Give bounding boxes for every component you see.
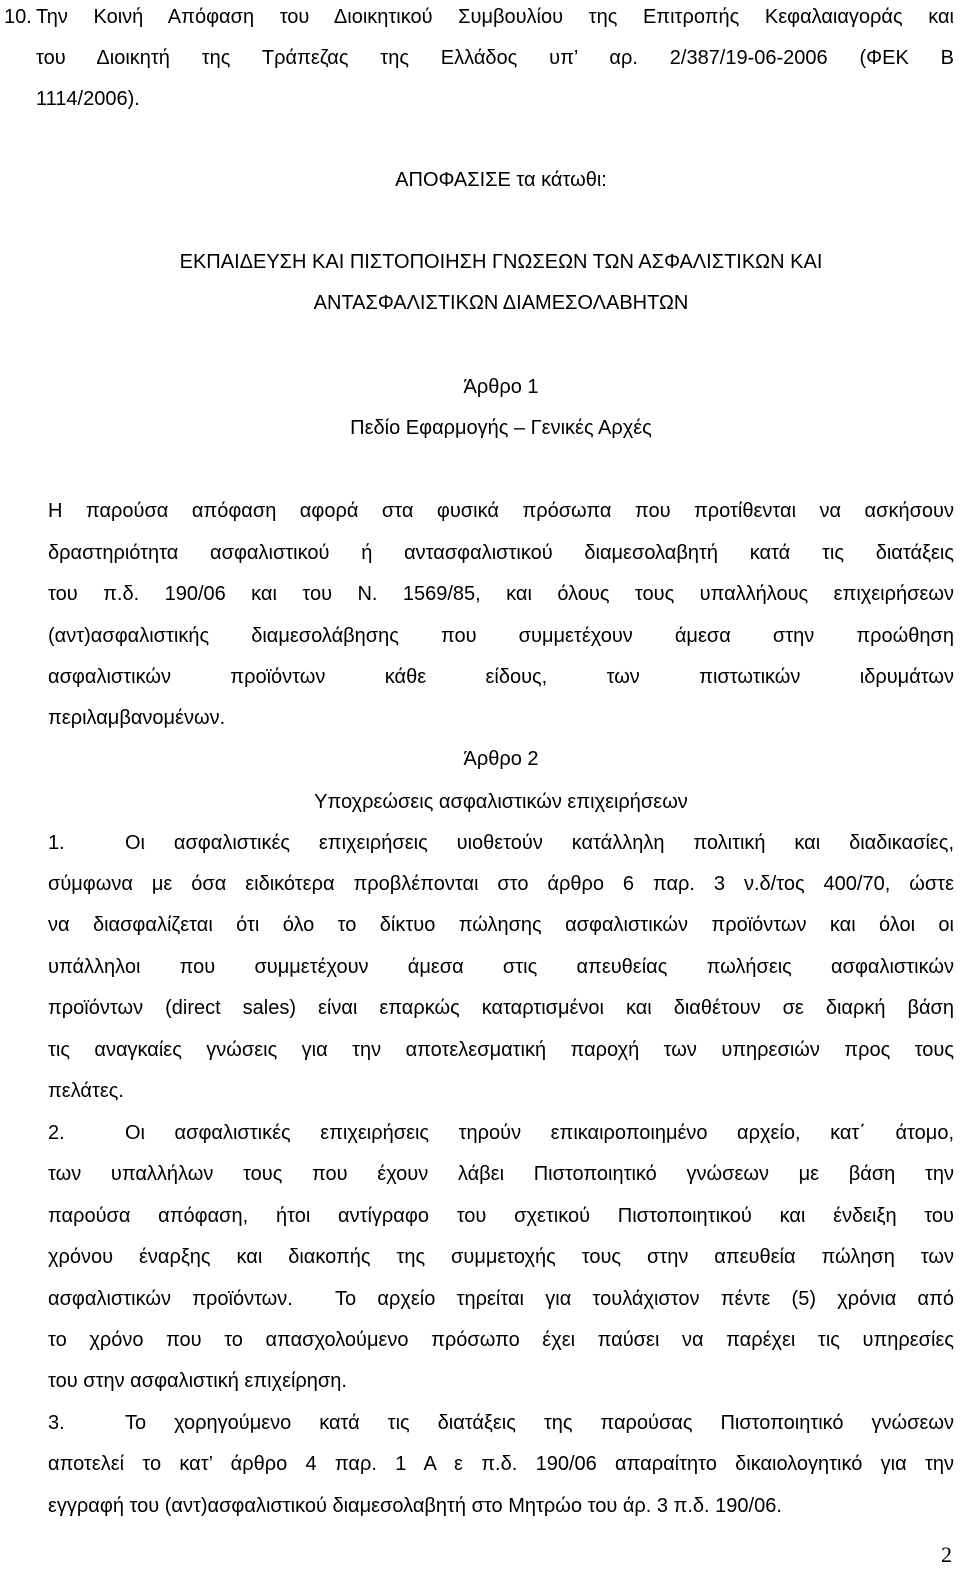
- item-2-line: χρόνου έναρξης και διακοπής της συμμετοχής τους στην απευθεία πώληση των: [48, 1246, 954, 1268]
- article-1-line: περιλαμβανομένων.: [48, 707, 226, 729]
- item-1-line: τις αναγκαίες γνώσεις για την αποτελεσματική παροχή των υπηρεσιών προς τους: [48, 1039, 954, 1061]
- article-2-subtitle: Υποχρεώσεις ασφαλιστικών επιχειρήσεων: [314, 791, 688, 813]
- item-1-line: σύμφωνα με όσα ειδικότερα προβλέπονται στο άρθρο 6 παρ. 3 ν.δ/τος 400/70, ώστε: [48, 873, 954, 895]
- article-2-title: Άρθρο 2: [463, 748, 539, 770]
- item-1-line: να διασφαλίζεται ότι όλο το δίκτυο πώλησης ασφαλιστικών προϊόντων και όλοι οι: [48, 914, 954, 936]
- article-1-line: (αντ)ασφαλιστικής διαμεσολάβησης που συμμετέχουν άμεσα στην προώθηση: [48, 625, 954, 647]
- main-heading-line-2: ΑΝΤΑΣΦΑΛΙΣΤΙΚΩΝ ΔΙΑΜΕΣΟΛΑΒΗΤΩΝ: [313, 292, 689, 314]
- article-1-line: του π.δ. 190/06 και του Ν. 1569/85, και όλους τους υπαλλήλους επιχειρήσεων: [48, 583, 954, 605]
- article-1-title: Άρθρο 1: [463, 376, 539, 398]
- item-2-line: παρούσα απόφαση, ήτοι αντίγραφο του σχετικού Πιστοποιητικού και ένδειξη του: [48, 1205, 954, 1227]
- item-2-line: των υπαλλήλων τους που έχουν λάβει Πιστοποιητικό γνώσεων με βάση την: [48, 1163, 954, 1185]
- intro-line-2: του Διοικητή της Τράπεζας της Ελλάδος υπ’ αρ. 2/387/19-06-2006 (ΦΕΚ Β: [36, 47, 954, 69]
- item-1-line: πελάτες.: [48, 1080, 124, 1102]
- intro-line-1: Την Κοινή Απόφαση του Διοικητικού Συμβουλίου της Επιτροπής Κεφαλαιαγοράς και: [36, 6, 954, 28]
- item-3-line: εγγραφή του (αντ)ασφαλιστικού διαμεσολαβητή στο Μητρώο του άρ. 3 π.δ. 190/06.: [48, 1495, 782, 1517]
- article-1-subtitle: Πεδίο Εφαρμογής – Γενικές Αρχές: [350, 417, 652, 439]
- item-2-first-line: Οι ασφαλιστικές επιχειρήσεις τηρούν επικαιροποιημένο αρχείο, κατ΄ άτομο,: [125, 1122, 954, 1144]
- item-1-number: 1.: [48, 832, 65, 854]
- item-3-first-line: Το χορηγούμενο κατά τις διατάξεις της παρούσας Πιστοποιητικό γνώσεων: [125, 1412, 954, 1434]
- item-1-first-line: Οι ασφαλιστικές επιχειρήσεις υιοθετούν κατάλληλη πολιτική και διαδικασίες,: [125, 832, 954, 854]
- item-3-number: 3.: [48, 1412, 65, 1434]
- item-2-line: ασφαλιστικών προϊόντων. Το αρχείο τηρείται για τουλάχιστον πέντε (5) χρόνια από: [48, 1288, 954, 1310]
- page-number: 2: [941, 1542, 952, 1567]
- article-1-line: δραστηριότητα ασφαλιστικού ή αντασφαλιστικού διαμεσολαβητή κατά τις διατάξεις: [48, 542, 954, 564]
- main-heading-line-1: ΕΚΠΑΙΔΕΥΣΗ ΚΑΙ ΠΙΣΤΟΠΟΙΗΣΗ ΓΝΩΣΕΩΝ ΤΩΝ ΑΣΦΑΛΙΣΤΙΚΩΝ ΚΑΙ: [179, 251, 823, 273]
- article-1-line: ασφαλιστικών προϊόντων κάθε είδους, των πιστωτικών ιδρυμάτων: [48, 666, 954, 688]
- item-2-line: του στην ασφαλιστική επιχείρηση.: [48, 1370, 347, 1392]
- item-1-line: υπάλληλοι που συμμετέχουν άμεσα στις απευθείας πωλήσεις ασφαλιστικών: [48, 956, 954, 978]
- decision-text: ΑΠΟΦΑΣΙΣΕ τα κάτωθι:: [395, 169, 607, 191]
- intro-number: 10.: [4, 6, 32, 28]
- item-2-line: το χρόνο που το απασχολούμενο πρόσωπο έχει παύσει να παρέχει τις υπηρεσίες: [48, 1329, 954, 1351]
- item-2-number: 2.: [48, 1122, 65, 1144]
- article-1-line: Η παρούσα απόφαση αφορά στα φυσικά πρόσωπα που προτίθενται να ασκήσουν: [48, 500, 954, 522]
- intro-line-3: 1114/2006).: [36, 88, 140, 110]
- item-1-line: προϊόντων (direct sales) είναι επαρκώς καταρτισμένοι και διαθέτουν σε διαρκή βάση: [48, 997, 954, 1019]
- item-3-line: αποτελεί το κατ’ άρθρο 4 παρ. 1 Α ε π.δ. 190/06 απαραίτητο δικαιολογητικό για την: [48, 1453, 954, 1475]
